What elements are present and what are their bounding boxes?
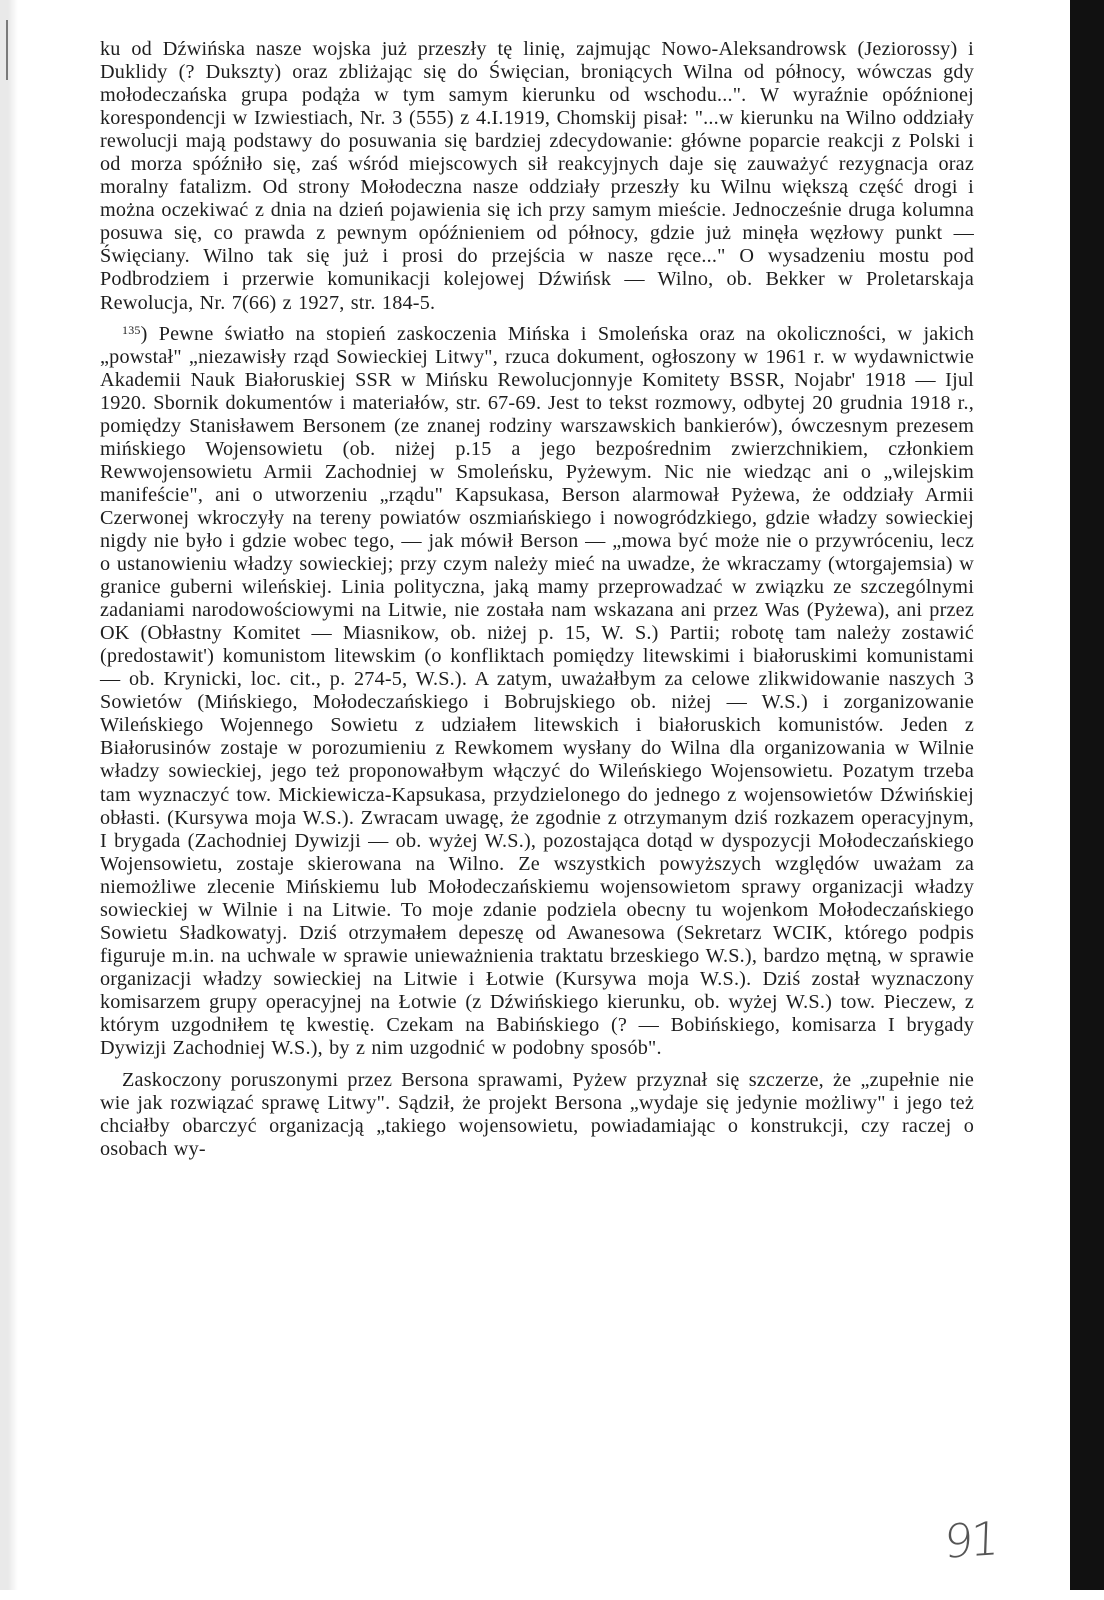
footnote-number: 135 xyxy=(122,322,141,337)
continuation-paragraph: ku od Dźwińska nasze wojska już przeszły tę linię, zajmując Nowo-Aleksandrowsk (Jeziorossy) i Duklidy (? Dukszty) oraz zbliżając się do Święcian, broniących Wilna od północy, wówczas gdy mołodeczańska grupa podąża w tym samym kierunku od wschodu...". W wyraźnie opóźnionej korespondencji w Izwiestiach, Nr. 3 (555) z 4.I.1919, Chomskij pisał: "...w kierunku na Wilno oddziały rewolucji mają podstawy do posuwania się bardziej zdecydowanie: główne poparcie reakcji z Polski i od morza spóźniło się, zaś wśród miejscowych sił reakcyjnych daje się zauważyć rezygnacja oraz moralny fatalizm. Od strony Mołodeczna nasze oddziały przeszły ku Wilnu większą część drogi i można oczekiwać z dnia na dzień pojawienia się ich przy samym mieście. Jednocześnie druga kolumna posuwa się, co prawda z pewnym opóźnieniem od północy, gdzie już minęła węzłowy punkt — Święciany. Wilno tak się już i prosi do przejścia w nasze ręce..." O wysadzeniu mostu pod Podbrodziem i przerwie komunikacji kolejowej Dźwińsk — Wilno, ob. Bekker w Proletarskaja Rewolucja, Nr. 7(66) z 1927, str. 184-5. xyxy=(100,38,974,314)
footnote-text: ) Pewne światło na stopień zaskoczenia Mińska i Smoleńska oraz na okoliczności, w jakich „powstał" „niezawisły rząd Sowieckiej Litwy", rzuca dokument, ogłoszony w 1961 r. w wydawnictwie Akademii Nauk Białoruskiej SSR w Mińsku Rewolucjonnyje Komitety BSSR, Nojabr' 1918 — Ijul 1920. Sbornik dokumentów i materiałów, str. 67-69. Jest to tekst rozmowy, odbytej 20 grudnia 1918 r., pomiędzy Stanisławem Bersonem (ze znanej rodziny warszawskich bankierów), ówczesnym prezesem mińskiego Wojensowietu (ob. niżej p.15 a jego bezpośrednim zwierzchnikiem, członkiem Rewwojensowietu Armii Zachodniej w Smoleńsku, Pyżewym. Nic nie wiedząc ani o „wilejskim manifeście", ani o utworzeniu „rządu" Kapsukasa, Berson alarmował Pyżewa, że oddziały Armii Czerwonej wkroczyły na tereny powiatów oszmiańskiego i nowogródzkiego, gdzie władzy sowieckiej nigdy nie było i gdzie wobec tego, — jak mówił Berson — „mowa być może nie o przywróceniu, lecz o ustanowieniu władzy sowieckiej; przy czym należy mieć na uwadze, że wkraczamy (wtorgajemsia) w granice guberni wileńskiej. Linia polityczna, jaką mamy przeprowadzać w związku ze szczególnymi zadaniami narodowościowymi na Litwie, nie została nam wskazana ani przez Was (Pyżewa), ani przez OK (Obłastny Komitet — Miasnikow, ob. niżej p. 15, W. S.) Partii; robotę tam należy zostawić (predostawit') komunistom litewskim (o konfliktach pomiędzy litewskimi i białoruskimi komunistami — ob. Krynicki, loc. cit., p. 274-5, W.S.). A zatym, uważałbym za celowe zlikwidowanie naszych 3 Sowietów (Mińskiego, Mołodeczańskiego i Bobrujskiego ob. niżej — W.S.) i zorganizowanie Wileńskiego Wojennego Sowietu z udziałem litewskich i białoruskich komunistów. Jeden z Białorusinów zostaje w porozumieniu z Rewkomem wysłany do Wilna dla organizowania w Wilnie władzy sowieckiej, jego też proponowałbym włączyć do Wileńskiego Wojensowietu. Pozatym trzeba tam wyznaczyć tow. Mickiewicza-Kapsukasa, przydzielonego do jednego z wojensowietów Dźwińskiej obłasti. (Kursywa moja W.S.). Zwracam uwagę, że zgodnie z otrzymanym dziś rozkazem operacyjnym, I brygada (Zachodniej Dywizji — ob. wyżej W.S.), pozostająca dotąd w dyspozycji Mołodeczańskiego Wojensowietu, zostaje skierowana na Wilno. Ze wszystkich powyższych względów uważam za niemożliwe zlecenie Mińskiemu lub Mołodeczańskiemu wojensowietom sprawy organizacji władzy sowieckiej w Wilnie i na Litwie. To moje zdanie podziela obecny tu wojenkom Mołodeczańskiego Sowietu Sładkowatyj. Dziś otrzymałem depeszę od Awanesowa (Sekretarz WCIK, którego podpis figuruje m.in. na uchwale w sprawie unieważnienia traktatu brzeskiego W.S.), bardzo mętną, w sprawie organizacji władzy sowieckiej na Litwie i Łotwie (Kursywa moja W.S.). Dziś został wyznaczony komisarzem grupy operacyjnej na Łotwie (z Dźwińskiego kierunku, ob. wyżej W.S.) tow. Pieczew, z którym uzgodniłem tę kwestię. Czekam na Babińskiego (? — Bobińskiego, komisarza I brygady Dywizji Zachodniej W.S.), by z nim uzgodnić w podobny sposób". xyxy=(100,322,974,1060)
scan-binding-mark xyxy=(6,20,8,80)
document-page-text xyxy=(100,38,974,1161)
footnote-paragraph xyxy=(100,319,974,1061)
scan-left-margin xyxy=(0,0,22,1600)
scan-bottom-border xyxy=(0,1590,1104,1600)
scan-right-border xyxy=(1070,0,1104,1600)
final-paragraph: Zaskoczony poruszonymi przez Bersona sprawami, Pyżew przyznał się szczerze, że „zupełnie nie wie jak rozwiązać sprawę Litwy". Sądził, że projekt Bersona „wydaje się jedynie możliwy" i jego też chciałby obarczyć organizacją „takiego wojensowietu, powiadamiając o konstrukcji, czy raczej o osobach wy- xyxy=(100,1069,974,1161)
handwritten-page-number: 91 xyxy=(943,1511,998,1569)
